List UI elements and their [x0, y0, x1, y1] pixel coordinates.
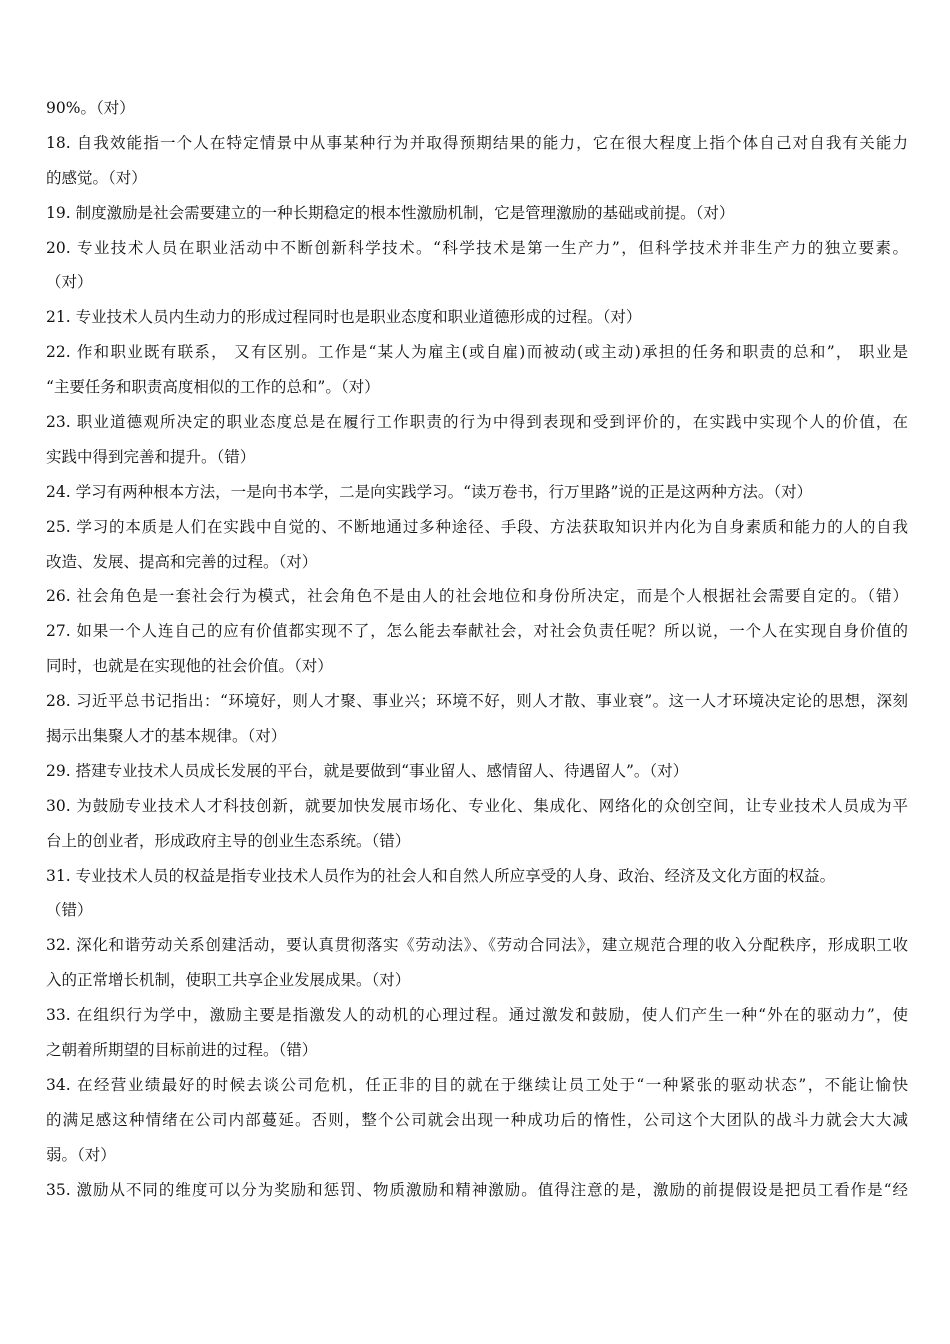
- text-line: 23. 职业道德观所决定的职业态度总是在履行工作职责的行为中得到表现和受到评价的，在实践中实现个人的价值，在: [46, 413, 908, 432]
- document-body: [46, 91, 908, 1208]
- text-line: 33. 在组织行为学中，激励主要是指激发人的动机的心理过程。通过激发和鼓励，使人们产生一种“外在的驱动力”，使: [46, 1006, 908, 1025]
- text-line: 的满足感这种情绪在公司内部蔓延。否则，整个公司就会出现一种成功后的惰性，公司这个大团队的战斗力就会大大减: [46, 1110, 908, 1129]
- text-line: 同时，也就是在实现他的社会价值。（对）: [46, 657, 333, 676]
- text-line: 18. 自我效能指一个人在特定情景中从事某种行为并取得预期结果的能力，它在很大程度上指个体自己对自我有关能力: [46, 133, 908, 152]
- text-line: 21. 专业技术人员内生动力的形成过程同时也是职业态度和职业道德形成的过程。（对）: [46, 308, 642, 327]
- text-line: 揭示出集聚人才的基本规律。（对）: [46, 727, 287, 746]
- text-line: 31. 专业技术人员的权益是指专业技术人员作为的社会人和自然人所应享受的人身、政治、经济及文化方面的权益。: [46, 866, 836, 885]
- text-line: 24. 学习有两种根本方法，一是向书本学，二是向实践学习。“读万卷书，行万里路”说的正是这两种方法。（对）: [46, 482, 813, 501]
- text-line: 改造、发展、提高和完善的过程。（对）: [46, 552, 318, 571]
- text-line: “主要任务和职责高度相似的工作的总和”。（对）: [46, 378, 380, 397]
- text-line: 28. 习近平总书记指出：“环境好，则人才聚、事业兴；环境不好，则人才散、事业衰”。这一人才环境决定论的思想，深刻: [46, 692, 908, 711]
- text-line: 27. 如果一个人连自己的应有价值都实现不了，怎么能去奉献社会，对社会负责任呢？所以说，一个人在实现自身价值的: [46, 622, 908, 641]
- text-line: 19. 制度激励是社会需要建立的一种长期稳定的根本性激励机制，它是管理激励的基础或前提。（对）: [46, 203, 735, 222]
- text-line: （错）: [46, 901, 93, 920]
- text-line: 25. 学习的本质是人们在实践中自觉的、不断地通过多种途径、手段、方法获取知识并内化为自身素质和能力的人的自我: [46, 517, 908, 536]
- text-line: 32. 深化和谐劳动关系创建活动，要认真贯彻落实《劳动法》、《劳动合同法》，建立规范合理的收入分配秩序，形成职工收: [46, 936, 908, 955]
- text-line: 入的正常增长机制，使职工共享企业发展成果。（对）: [46, 971, 411, 990]
- text-line: 台上的创业者，形成政府主导的创业生态系统。（错）: [46, 831, 411, 850]
- text-line: 35. 激励从不同的维度可以分为奖励和惩罚、物质激励和精神激励。值得注意的是，激励的前提假设是把员工看作是“经: [46, 1180, 908, 1199]
- text-line: 29. 搭建专业技术人员成长发展的平台，就是要做到“事业留人、感情留人、待遇留人”。（对）: [46, 761, 689, 780]
- text-line: 弱。（对）: [46, 1145, 116, 1164]
- text-line: 的感觉。（对）: [46, 168, 147, 187]
- text-line: （对）: [46, 273, 93, 292]
- text-line: 26. 社会角色是一套社会行为模式，社会角色不是由人的社会地位和身份所决定，而是个人根据社会需要自定的。（错）: [46, 587, 908, 606]
- text-line: 30. 为鼓励专业技术人才科技创新，就要加快发展市场化、专业化、集成化、网络化的众创空间，让专业技术人员成为平: [46, 796, 908, 815]
- text-line: 之朝着所期望的目标前进的过程。（错）: [46, 1041, 318, 1060]
- text-line: 34. 在经营业绩最好的时候去谈公司危机，任正非的目的就在于继续让员工处于“一种紧张的驱动状态”，不能让愉快: [46, 1075, 908, 1094]
- text-line: 22. 作和职业既有联系， 又有区别。工作是“某人为雇主(或自雇)而被动(或主动)承担的任务和职责的总和”， 职业是: [46, 343, 908, 362]
- text-line: 90%。（对）: [46, 99, 135, 117]
- text-line: 实践中得到完善和提升。（错）: [46, 447, 256, 466]
- text-line: 20. 专业技术人员在职业活动中不断创新科学技术。“科学技术是第一生产力”，但科学技术并非生产力的独立要素。: [46, 238, 908, 257]
